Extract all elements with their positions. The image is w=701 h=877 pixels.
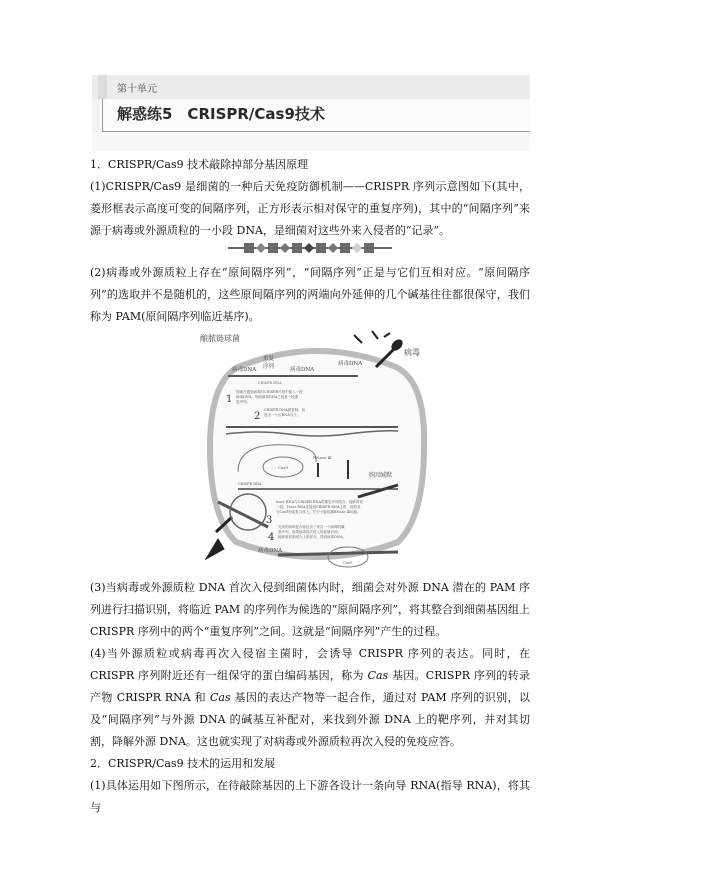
step-4-text-2: 基序列，如果病毒再次侵入时能够识别， bbox=[278, 530, 341, 534]
step-3-text: tracr RNA与CRISPR RNA的重复序列结合，能够剪切 bbox=[276, 500, 364, 504]
crispr-mechanism-figure bbox=[198, 327, 436, 572]
step-3-text-2: 一段。Tracr RNA连接到CRISPR RNA上时，便将其 bbox=[276, 505, 361, 509]
step-2-text-2: 是出一个长RNA分子。 bbox=[264, 413, 301, 417]
section-2-paragraph-1: (1)具体运用如下图所示，在待敲除基因的上下游各设计一条向导 RNA(指导 RNA)，将其与 bbox=[90, 779, 530, 814]
label-bacterium: 酿脓链球菌 bbox=[200, 334, 240, 343]
label-gene-silencing: 基因缄默 bbox=[368, 472, 393, 479]
step-2-text: CRISPR DNA被复制，但 bbox=[264, 408, 306, 412]
label-rnase: RNase Ⅲ bbox=[313, 455, 332, 460]
label-viral-dna-left: 病毒DNA bbox=[232, 367, 257, 373]
unit-label: 第十单元 bbox=[117, 84, 157, 95]
step-4-number: 4 bbox=[268, 532, 275, 543]
label-cas9-2: Cas9 bbox=[343, 561, 352, 565]
section-1-block-c bbox=[90, 577, 530, 753]
label-crispr-rna: CRISPR RNA bbox=[238, 482, 262, 486]
section-1-block-b bbox=[90, 262, 530, 328]
section-2-block bbox=[90, 753, 530, 819]
unit-header bbox=[92, 75, 530, 151]
crispr-sequence-icon bbox=[228, 241, 392, 255]
cas-gene-italic: Cas bbox=[367, 669, 389, 682]
label-viral-dna-bottom: 病毒DNA bbox=[258, 548, 283, 554]
section-1-heading: 1．CRISPR/Cas9 技术敲除掉部分基因原理 bbox=[90, 158, 309, 171]
step-3-text-3: 与Cas9形成复合体上。长分子能切割RNase Ⅲ切割。 bbox=[276, 510, 361, 514]
step-1-text: 细菌在遇到病毒时CRISPR片段中插入一段 bbox=[236, 390, 303, 394]
cas-gene-italic-2: Cas bbox=[209, 691, 231, 704]
section-1-paragraph-2: (2)病毒或外源质粒上存在“原间隔序列”，“间隔序列”正是与它们互相对应。“原间隔序列”的选取并不是随机的，这些原间隔序列的两端向外延伸的几个碱基往往都很保守，我们称为 PAM(原间隔序列临近基序)。 bbox=[90, 266, 530, 323]
step-4-text: 完成的病毒复合体包含了来自一个病毒的碱 bbox=[278, 525, 345, 529]
paragraph-4-text-2: 基因。CRISPR 序列的转录产物 CRISPR RNA 和 bbox=[90, 669, 530, 704]
unit-bar bbox=[92, 75, 530, 99]
paragraph-4-text-1: (4)当外源质粒或病毒再次入侵宿主菌时，会诱导 CRISPR 序列的表达。同时，在 CRISPR 序列附近还有一组保守的蛋白编码基因，称为 bbox=[90, 647, 530, 682]
label-crispr-dna: CRISPR DNA bbox=[258, 381, 282, 385]
step-1-number: 1 bbox=[226, 394, 233, 405]
step-1-text-3: 复序列。 bbox=[236, 400, 250, 404]
unit-tab-decoration bbox=[98, 75, 107, 99]
label-viral-dna-top: 病毒DNA bbox=[338, 361, 363, 367]
label-virus: 病毒 bbox=[404, 348, 420, 357]
header-bottom-band bbox=[92, 132, 530, 151]
step-2-number: 2 bbox=[254, 411, 261, 422]
step-4-text-3: 能够被切割成为上游部分，得到病毒DNA。 bbox=[278, 535, 346, 539]
page-title: 解惑练5 CRISPR/Cas9技术 bbox=[117, 105, 325, 123]
section-1-paragraph-1: (1)CRISPR/Cas9 是细菌的一种后天免疫防御机制——CRISPR 序列示意图如下(其中，菱形框表示高度可变的间隔序列，正方形表示相对保守的重复序列)，其中的“间隔序列”来源于病毒或外源质粒的一小段 DNA，是细菌对这些外来入侵者的“记录”。 bbox=[90, 180, 530, 237]
section-1-paragraph-3: (3)当病毒或外源质粒 DNA 首次入侵到细菌体内时，细菌会对外源 DNA 潜在的 PAM 序列进行扫描识别，将临近 PAM 的序列作为候选的“原间隔序列”，将其整合到细菌基因组上 CRISPR 序列中的两个“重复序列”之间。这就是“间隔序列”产生的过程。 bbox=[90, 581, 530, 638]
section-1-block-a bbox=[90, 154, 530, 242]
section-1-paragraph-4 bbox=[90, 643, 530, 753]
label-cas9: Cas9 bbox=[278, 465, 289, 470]
paragraph-4-text-3: 基因的表达产物等一起合作，通过对 PAM 序列的识别，以及“间隔序列”与外源 DNA 的碱基互补配对，来找到外源 DNA 上的靶序列，并对其切割，降解外源 DNA。这也就实现了对病毒或外源质粒再次入侵的免疫应答。 bbox=[90, 691, 530, 748]
section-2-heading: 2．CRISPR/Cas9 技术的运用和发展 bbox=[90, 757, 276, 770]
label-repeat-2: 序列 bbox=[263, 364, 275, 370]
label-repeat: 重复 bbox=[263, 356, 275, 362]
label-viral-dna-right: 病毒DNA bbox=[290, 367, 315, 373]
step-1-text-2: 病毒DNA，每段病毒DNA之间是一段重 bbox=[236, 395, 299, 399]
step-3-number: 3 bbox=[266, 515, 273, 526]
title-left-rule bbox=[102, 99, 103, 132]
